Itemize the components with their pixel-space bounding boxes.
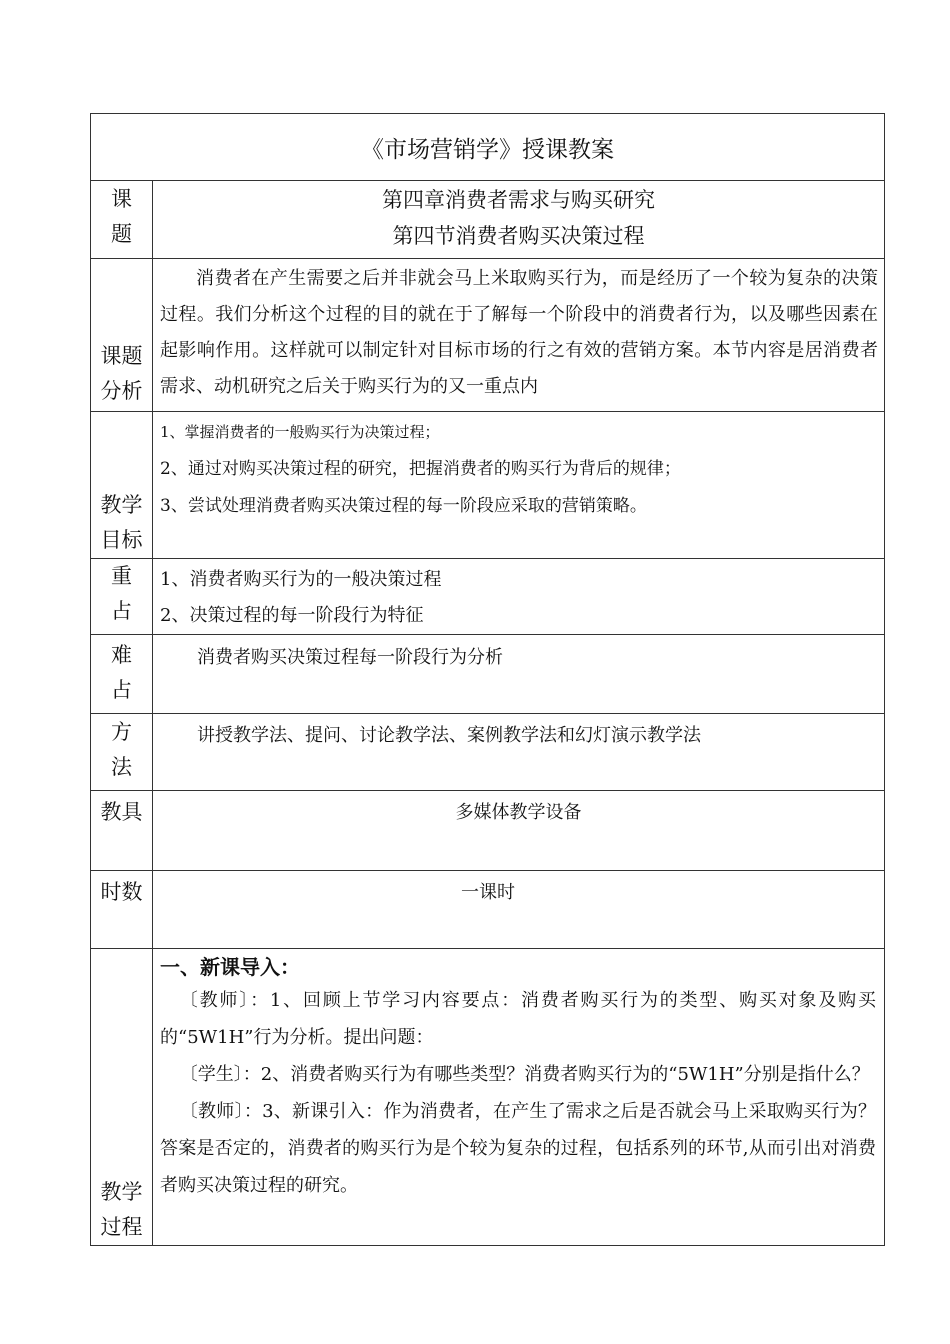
topic-row (91, 181, 885, 259)
analysis-label: 课题 分析 (91, 259, 153, 412)
teaching-tools: 多媒体教学设备 (153, 791, 885, 871)
class-hours: 一课时 (153, 871, 885, 949)
analysis-cell (153, 259, 885, 412)
objectives-cell (153, 412, 885, 559)
title-row (91, 114, 885, 181)
difficult-label: 难 占 (91, 635, 153, 714)
tools-row (91, 791, 885, 871)
difficult-row (91, 635, 885, 714)
method-row (91, 714, 885, 791)
key-points-row (91, 559, 885, 635)
hours-row (91, 871, 885, 949)
objective-item: 1、掌握消费者的一般购买行为决策过程； (160, 423, 440, 441)
chapter-title: 第四章消费者需求与购买研究 (382, 188, 655, 212)
key-points-label: 重 占 (91, 559, 153, 635)
process-paragraph: 〔学生〕：2、消费者购买行为有哪些类型？消费者购买行为的“5W1H”分别是指什么？ (179, 1064, 870, 1085)
difficult-point: 消费者购买决策过程每一阶段行为分析 (153, 635, 885, 714)
process-label: 教学 过程 (91, 949, 153, 1246)
key-point-item: 2、决策过程的每一阶段行为特征 (160, 605, 424, 626)
process-row (91, 949, 885, 1246)
tools-label: 教具 (91, 791, 153, 871)
topic-content (153, 181, 885, 259)
objective-item: 3、尝试处理消费者购买决策过程的每一阶段应采取的营销策略。 (160, 496, 647, 516)
document-title: 《市场营销学》授课教案 (91, 114, 885, 181)
section-title: 第四节消费者购买决策过程 (392, 224, 645, 248)
analysis-text: 消费者在产生需要之后并非就会马上米取购买行为，而是经历了一个较为复杂的决策过程。我们分析这个过程的目的就在于了解每一个阶段中的消费者行为，以及哪些因素在起影响作用。这样就可以制定针对目标市场的行之有效的营销方案。本节内容是居消费者需求、动机研究之后关于购买行为的又一重点内 (160, 268, 878, 397)
objectives-row (91, 412, 885, 559)
key-point-item: 1、消费者购买行为的一般决策过程 (160, 569, 442, 590)
topic-label: 课 题 (91, 181, 153, 259)
teaching-methods: 讲授教学法、提问、讨论教学法、案例教学法和幻灯演示教学法 (153, 714, 885, 791)
objectives-label: 教学 目标 (91, 412, 153, 559)
process-cell (153, 949, 885, 1246)
method-label: 方 法 (91, 714, 153, 791)
key-points-cell (153, 559, 885, 635)
process-heading: 一、新课导入： (160, 955, 300, 979)
lesson-plan-table (90, 113, 885, 1246)
process-paragraph: 〔教师〕：3、新课引入：作为消费者，在产生了需求之后是否就会马上采取购买行为？答案是否定的，消费者的购买行为是个较为复杂的过程，包括系列的环节,从而引出对消费者购买决策过程的研究。 (160, 1101, 876, 1196)
objective-item: 2、通过对购买决策过程的研究，把握消费者的购买行为背后的规律； (160, 459, 681, 479)
process-paragraph: 〔教师〕：1、回顾上节学习内容要点：消费者购买行为的类型、购买对象及购买的“5W1H”行为分析。提出问题： (160, 990, 876, 1048)
analysis-row (91, 259, 885, 412)
hours-label: 时数 (91, 871, 153, 949)
